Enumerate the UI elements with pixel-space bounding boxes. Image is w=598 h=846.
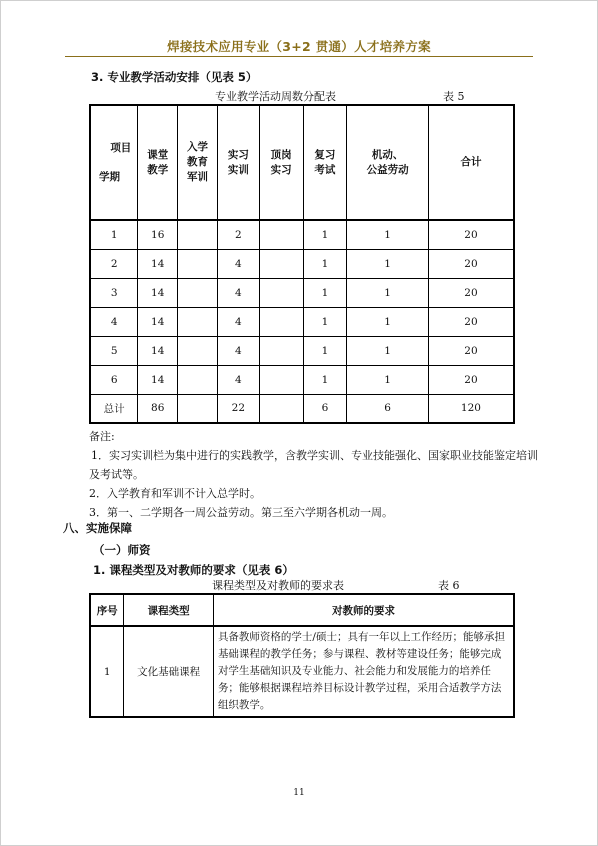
table-row: 3 14 4 1 1 20 (90, 278, 514, 307)
header-term-label: 学期 (99, 170, 120, 183)
document-header-title: 焊接技术应用专业（3+2 贯通）人才培养方案 (167, 39, 431, 54)
col-header-orientation: 入学 教育 军训 (178, 105, 218, 220)
table-row: 4 14 4 1 1 20 (90, 307, 514, 336)
table6-caption: 课程类型及对教师的要求表 (212, 579, 344, 592)
table5-header-row (90, 105, 514, 220)
table-row: 6 14 4 1 1 20 (90, 365, 514, 394)
header-item-label: 项目 (110, 141, 132, 154)
table-row: 5 14 4 1 1 20 (90, 336, 514, 365)
section-3-heading: 3. 专业教学活动安排（见表 5） (91, 70, 258, 84)
section-8-1-1-heading: 1. 课程类型及对教师的要求（见表 6） (93, 563, 294, 577)
table6-teacher-requirements (89, 593, 515, 718)
col-header-exam: 复习 考试 (303, 105, 347, 220)
col-header-course-type: 课程类型 (124, 594, 214, 626)
notes-title: 备注: (89, 430, 115, 443)
table-row-total: 总计 86 22 6 6 120 (90, 394, 514, 423)
table-row: 1 16 2 1 1 20 (90, 220, 514, 249)
header-rule (65, 56, 533, 57)
table5-corner-header (90, 105, 138, 220)
note-item: 1．实习实训栏为集中进行的实践教学，含教学实训、专业技能强化、国家职业技能鉴定培训及考试等。 (89, 449, 538, 481)
table6-number: 表 6 (438, 579, 460, 592)
note-item: 3．第一、二学期各一周公益劳动。第三至六学期各机动一周。 (89, 506, 393, 519)
notes-block (89, 427, 539, 522)
note-item: 2．入学教育和军训不计入总学时。 (89, 487, 261, 500)
col-header-classroom: 课堂 教学 (138, 105, 178, 220)
table5-number: 表 5 (443, 90, 465, 103)
page-number: 11 (293, 788, 305, 798)
row-requirements: 具备教师资格的学士/硕士；具有一年以上工作经历；能够承担基础课程的教学任务；参与课程、教材等建设任务；能够完成对学生基础知识及专业能力、社会能力和发展能力的培养任务；能够根据课程培养目标设计教学过程，采用合适教学方法组织教学。 (213, 626, 514, 717)
col-header-requirements: 对教师的要求 (213, 594, 514, 626)
col-header-no: 序号 (90, 594, 124, 626)
table6-header-row (90, 594, 514, 626)
row-course-type: 文化基础课程 (124, 626, 214, 717)
section-8-heading: 八、实施保障 (63, 521, 132, 535)
table5-activity-weeks (89, 104, 515, 424)
row-no: 1 (90, 626, 124, 717)
col-header-flexible: 机动、 公益劳动 (347, 105, 429, 220)
table5-caption: 专业教学活动周数分配表 (215, 90, 336, 103)
col-header-practice: 实习 实训 (217, 105, 259, 220)
col-header-internship: 顶岗 实习 (259, 105, 303, 220)
table-row (90, 626, 514, 717)
table-row: 2 14 4 1 1 20 (90, 249, 514, 278)
col-header-total: 合计 (428, 105, 514, 220)
section-8-1-heading: （一）师资 (93, 543, 151, 557)
